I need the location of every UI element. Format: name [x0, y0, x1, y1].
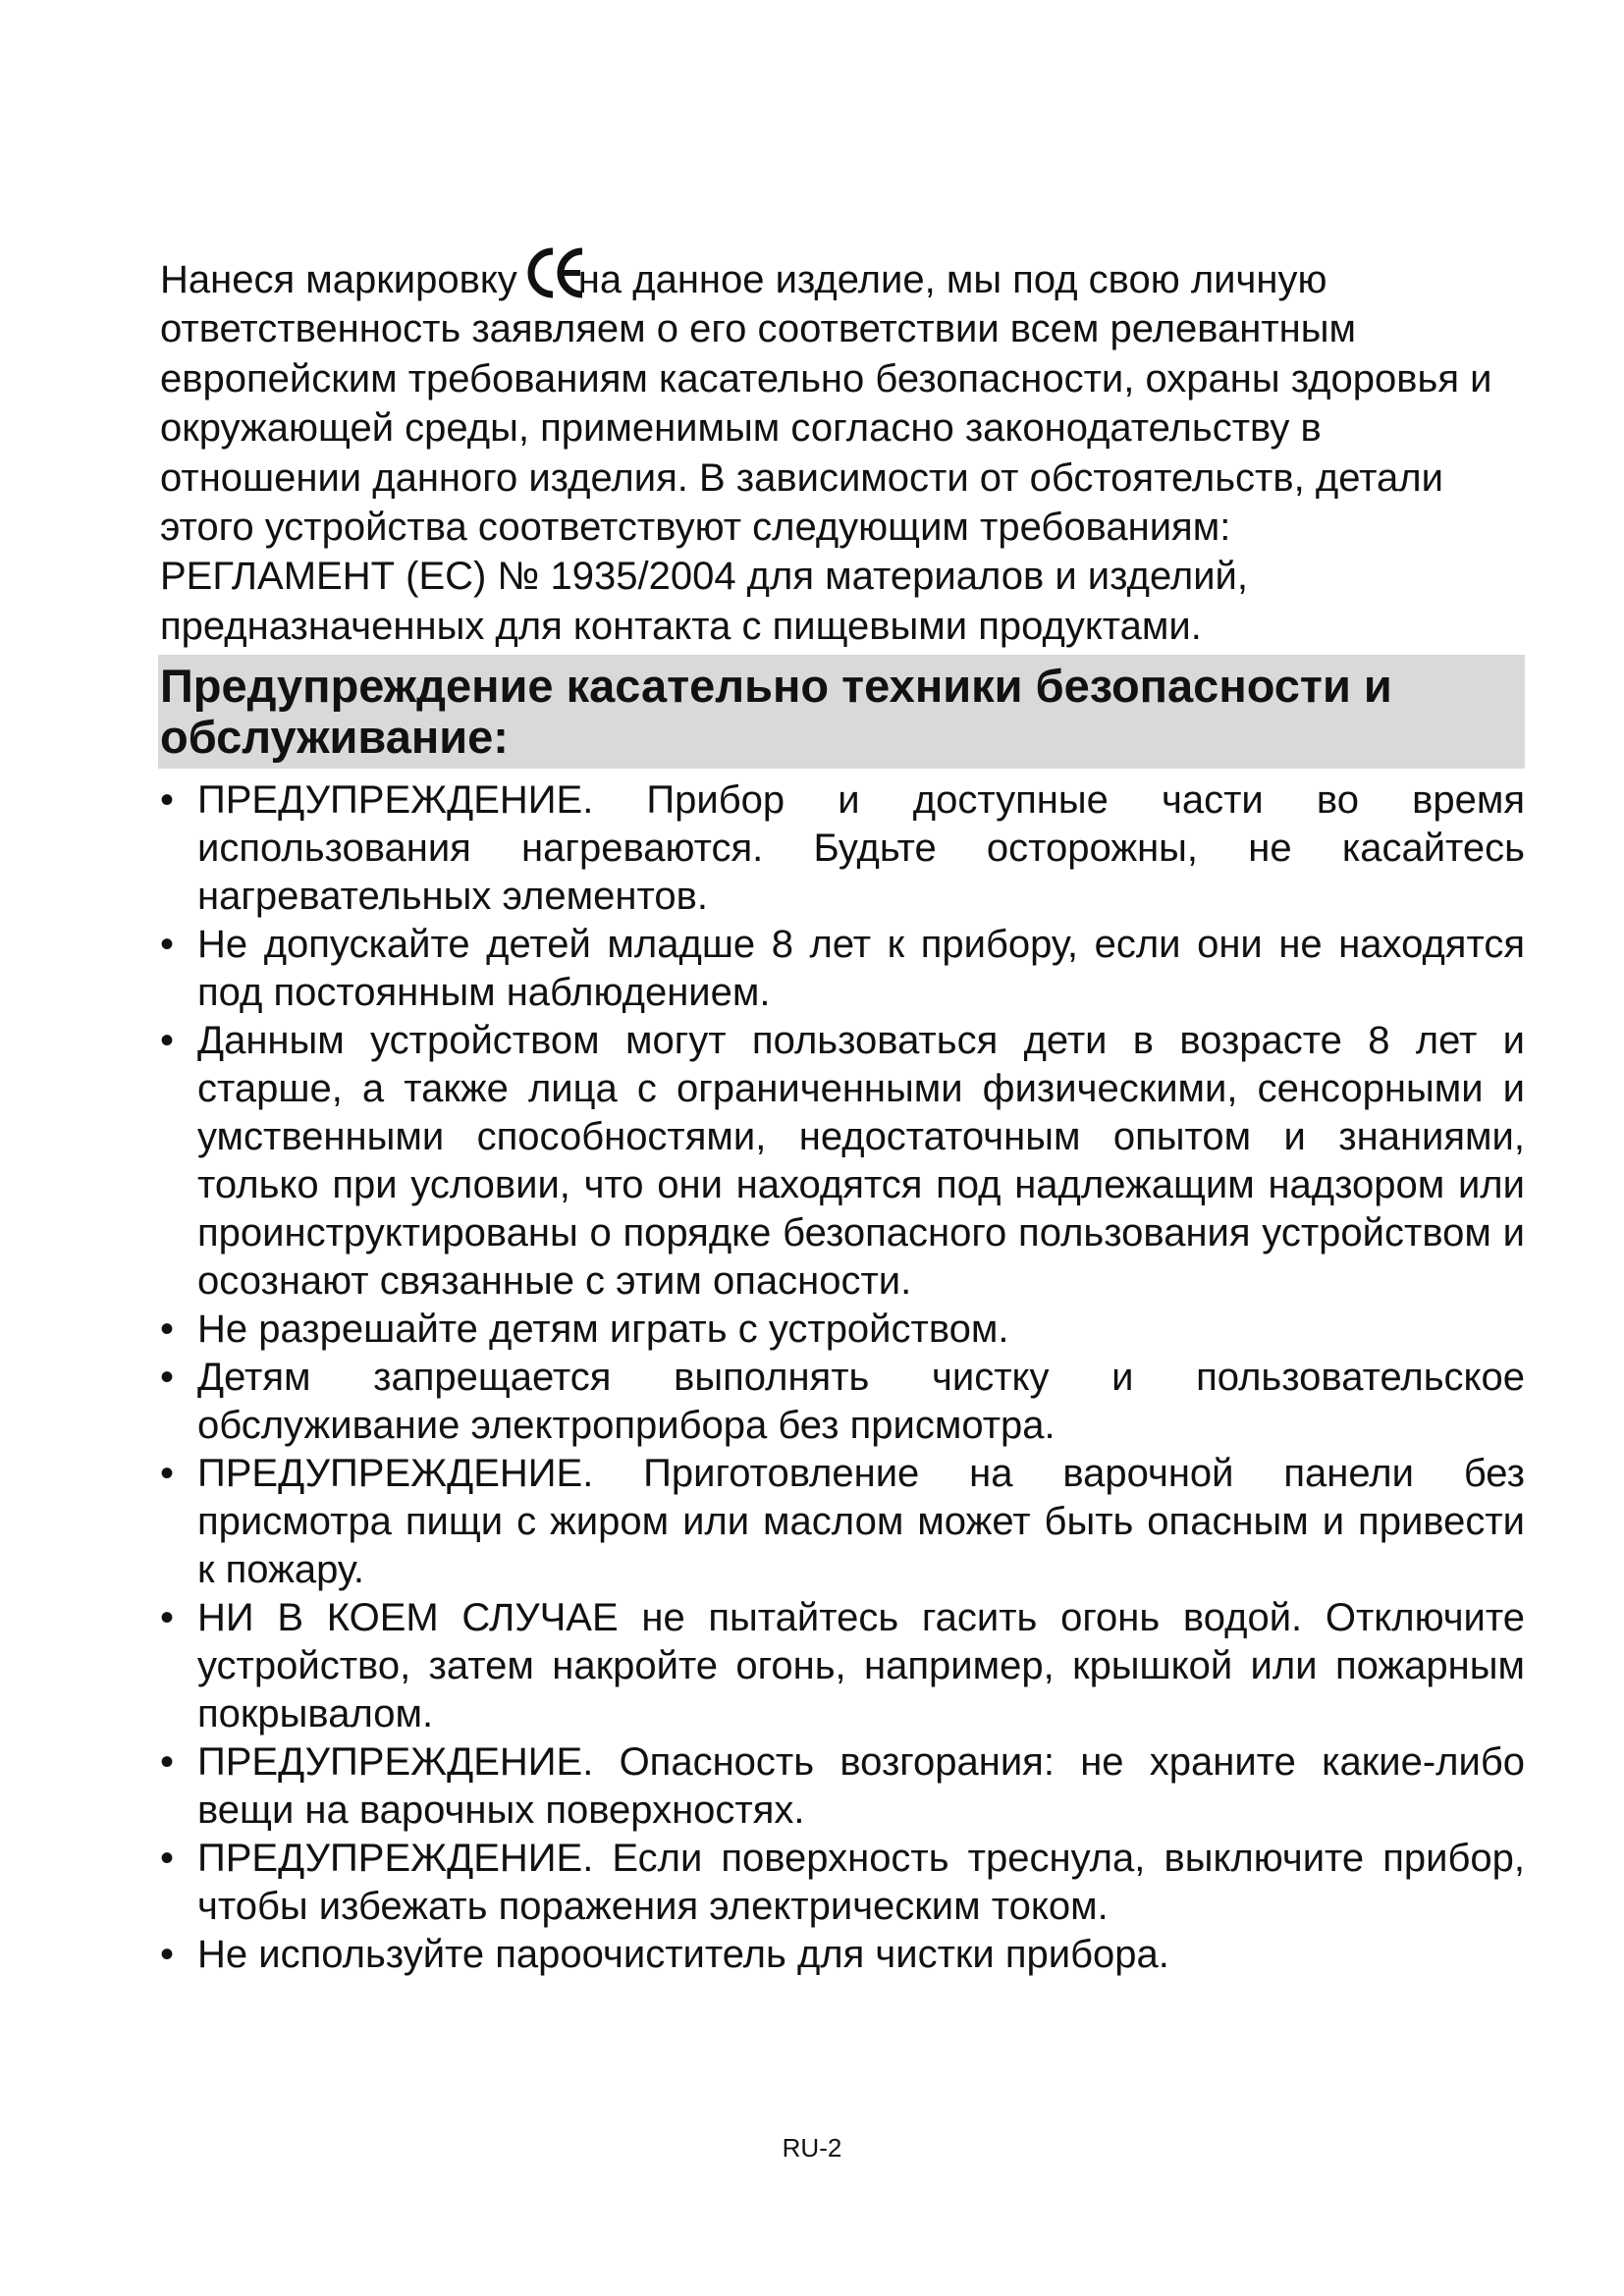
list-item-text: ПРЕДУПРЕЖДЕНИЕ. Приготовление на варочной панели без присмотра пищи с жиром или маслом может быть опасным и привести к пожару. — [197, 1452, 1525, 1592]
declaration-line1-start: Нанеся маркировку — [160, 258, 517, 301]
bullet-icon — [160, 1594, 174, 1642]
list-item-text: Не разрешайте детям играть с устройством. — [197, 1308, 1009, 1352]
list-item — [160, 776, 1525, 921]
bullet-icon — [160, 1450, 174, 1498]
bullet-icon — [160, 1017, 174, 1065]
list-item — [160, 1594, 1525, 1738]
list-item — [160, 1017, 1525, 1306]
list-item-text: Не используйте пароочиститель для чистки прибора. — [197, 1933, 1169, 1977]
list-item-text: Детям запрещается выполнять чистку и пользовательское обслуживание электроприбора без присмотра. — [197, 1356, 1525, 1448]
list-item-text: Не допускайте детей младше 8 лет к прибору, если они не находятся под постоянным наблюдением. — [197, 923, 1525, 1015]
list-item-text: ПРЕДУПРЕЖДЕНИЕ. Если поверхность треснула, выключите прибор, чтобы избежать поражения электрическим током. — [197, 1837, 1525, 1929]
regulation-text: РЕГЛАМЕНТ (ЕС) № 1935/2004 для материалов и изделий, предназначенных для контакта с пищевыми продуктами. — [160, 555, 1249, 648]
list-item — [160, 1306, 1525, 1354]
list-item — [160, 921, 1525, 1017]
safety-warnings-list — [160, 776, 1525, 1979]
list-item — [160, 1738, 1525, 1835]
list-item-text: ПРЕДУПРЕЖДЕНИЕ. Опасность возгорания: не храните какие-либо вещи на варочных поверхностях. — [197, 1740, 1525, 1833]
safety-section-heading: Предупреждение касательно техники безопасности и обслуживание: — [158, 655, 1525, 769]
declaration-body: ответственность заявляем о его соответствии всем релевантным европейским требованиям касательно безопасности, охраны здоровья и окружающей среды, применимым согласно законодательству в отношении данного изделия. В зависимости от обстоятельств, детали этого устройства соответствуют следующим требованиям: — [160, 307, 1492, 550]
bullet-icon — [160, 1738, 174, 1787]
list-item — [160, 1835, 1525, 1931]
list-item-text: Данным устройством могут пользоваться дети в возрасте 8 лет и старше, а также лица с ограниченными физическими, сенсорными и умственными способностями, недостаточным опытом и знаниями, только при условии, что они находятся под надлежащим надзором или проинструктированы о порядке безопасного пользования устройством и осознают связанные с этим опасности. — [197, 1019, 1525, 1304]
bullet-icon — [160, 1835, 174, 1883]
bullet-icon — [160, 1354, 174, 1402]
list-item-text: ПРЕДУПРЕЖДЕНИЕ. Прибор и доступные части во время использования нагреваются. Будьте осторожны, не касайтесь нагревательных элементов. — [197, 778, 1525, 919]
bullet-icon — [160, 776, 174, 825]
bullet-icon — [160, 921, 174, 969]
declaration-line1-end: на данное изделие, мы под свою личную — [577, 258, 1327, 301]
ce-mark-icon — [527, 253, 586, 296]
bullet-icon — [160, 1306, 174, 1354]
document-page — [160, 253, 1525, 1979]
declaration-paragraph — [160, 253, 1525, 651]
list-item — [160, 1450, 1525, 1594]
bullet-icon — [160, 1931, 174, 1979]
page-number: RU-2 — [782, 2133, 842, 2163]
list-item — [160, 1354, 1525, 1450]
list-item-text: НИ В КОЕМ СЛУЧАЕ не пытайтесь гасить огонь водой. Отключите устройство, затем накройте огонь, например, крышкой или пожарным покрывалом. — [197, 1596, 1525, 1736]
declaration-text — [160, 253, 1525, 552]
list-item — [160, 1931, 1525, 1979]
